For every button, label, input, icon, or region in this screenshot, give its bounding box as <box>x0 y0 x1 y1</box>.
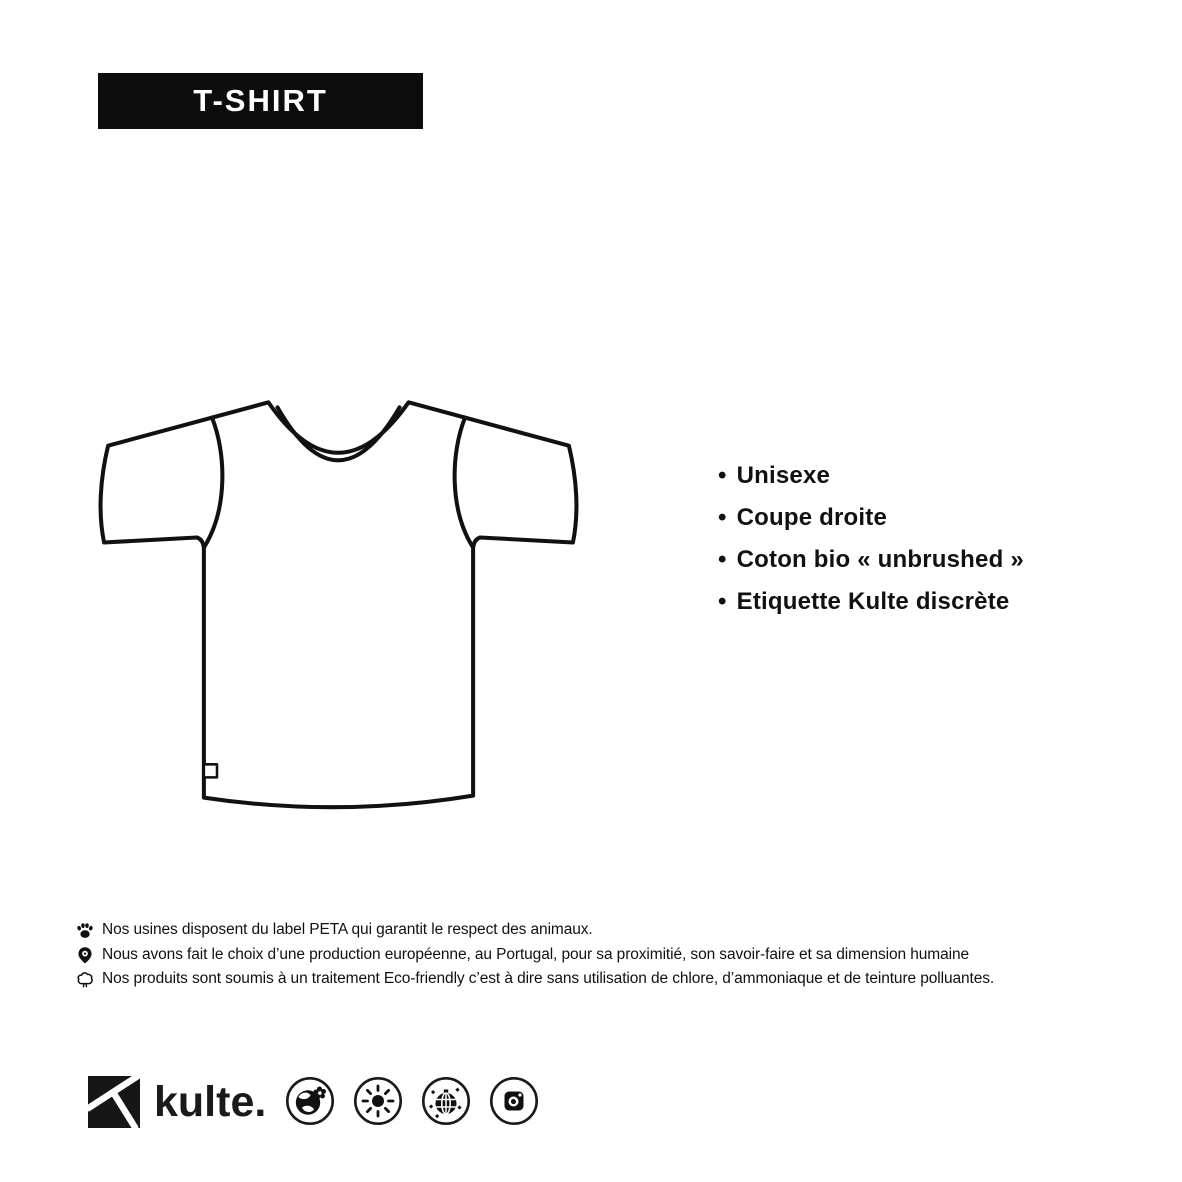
bullet-dot: • <box>718 504 727 531</box>
title-banner <box>98 73 423 129</box>
sun-icon[interactable] <box>353 1076 403 1126</box>
footnote-row <box>76 943 994 968</box>
feature-item <box>718 504 1024 546</box>
tree-icon <box>76 970 94 988</box>
disco-ball-icon[interactable] <box>421 1076 471 1126</box>
footnote-text: Nos usines disposent du label PETA qui garantit le respect des animaux. <box>102 921 593 939</box>
footnote-row <box>76 967 994 992</box>
feature-text: Unisexe <box>736 462 831 489</box>
globe-icon[interactable] <box>285 1076 335 1126</box>
page-title: T-SHIRT <box>193 83 328 118</box>
location-pin-icon <box>76 946 94 964</box>
feature-text: Coton bio « unbrushed » <box>736 546 1024 573</box>
footer <box>88 1074 266 1130</box>
kulte-logo <box>88 1076 140 1128</box>
instagram-icon[interactable] <box>489 1076 539 1126</box>
tshirt-illustration <box>95 390 582 818</box>
feature-item <box>718 588 1024 630</box>
footnote-text: Nous avons fait le choix d’une production européenne, au Portugal, pour sa proximitié, son savoir-faire et sa dimension humaine <box>102 945 970 963</box>
bullet-dot: • <box>718 462 727 489</box>
footnote-row <box>76 918 994 943</box>
bullet-dot: • <box>718 588 727 615</box>
footnote-text: Nos produits sont soumis à un traitement Eco-friendly c’est à dire sans utilisation de chlore, d’ammoniaque et de teinture polluantes. <box>102 970 995 988</box>
feature-item <box>718 462 1024 504</box>
footnotes <box>76 918 994 992</box>
feature-text: Etiquette Kulte discrète <box>736 588 1010 615</box>
paw-icon <box>76 921 94 939</box>
bullet-dot: • <box>718 546 727 573</box>
feature-text: Coupe droite <box>736 504 888 531</box>
feature-item <box>718 546 1024 588</box>
brand-name: kulte. <box>154 1077 267 1126</box>
tshirt-outline <box>101 402 577 807</box>
side-label-tag <box>204 764 217 777</box>
feature-list <box>718 462 1024 630</box>
social-icons <box>285 1076 539 1126</box>
